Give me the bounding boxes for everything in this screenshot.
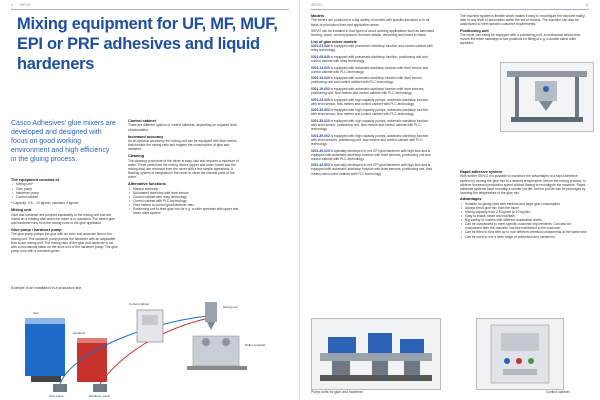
rapid-heading: Rapid adhesive system (460, 170, 502, 174)
model-description: is equipped with high capacity pumps, automatic start/stop function with level sensors, positioning unit, flow meters and control cabinet with PLC-technology. (311, 133, 429, 146)
model-list-heading: List of glue mixer models (311, 39, 357, 44)
model-code: 0201-15-020 (311, 76, 330, 81)
left-column (11, 178, 119, 256)
list-item: • Control cabinet with relay technology (133, 195, 240, 199)
pump-units-photo (311, 318, 441, 390)
positioning-heading: Positioning unit (460, 28, 489, 33)
roller-spreader (193, 336, 239, 366)
model-code: 0201-19-002 (311, 86, 330, 91)
header-rule (11, 9, 289, 10)
model-code: 0201-13-020 (311, 65, 330, 70)
mixing-cone (207, 322, 215, 330)
model-description: is equipped with high capacity pumps, automatic start/stop function with level sensor, positioning unit, flow meters and control cabinet with PLC-technology. (311, 119, 429, 132)
flexibility-text: The machine system is flexible which makes it easy to reconfigure the machine easily later to any level of automation within the set of models. The machine can also be customized to meet specific customer requirements. (460, 14, 585, 27)
accuracy-heading: Increased accuracy (128, 134, 164, 139)
spreader-base (187, 366, 247, 370)
page-number: 5 (586, 3, 588, 7)
list-item: • Control cabinet (16, 195, 119, 199)
accuracy-text: As an optional accessory the mixing unit can be equipped with flow meters that monitor the mixing ratio and register the consumption of glue and hardener. (128, 139, 237, 152)
hardener-pump (93, 384, 107, 392)
list-item: • Manual start/stop (133, 187, 240, 191)
glue-tank (25, 322, 65, 376)
list-item: • Glue pump (16, 187, 119, 191)
list-item (311, 55, 435, 63)
models-column (311, 14, 435, 178)
list-item (311, 44, 435, 52)
installation-diagram (11, 294, 289, 398)
right-column-bottom (460, 170, 588, 241)
list-item: • Automated start/stop with level sensor (133, 191, 240, 195)
list-item (311, 149, 435, 161)
label-glue: Glue (33, 311, 39, 315)
components-list (11, 182, 119, 198)
list-item: • Hardener pump (16, 191, 119, 195)
models-heading: Models (311, 14, 325, 18)
middle-column (128, 119, 240, 218)
list-item (311, 87, 435, 95)
control-cabinet-text: There are different options of control cabinets, depending on required level of automation. (128, 123, 237, 132)
model-list (311, 44, 435, 175)
glue-pallet (31, 376, 61, 382)
model-code: 0201-39-002 (311, 133, 330, 138)
label-roller-spreader: Roller spreader (245, 343, 266, 347)
components-heading: The equipment consists of (11, 178, 60, 182)
pumps-text: The glue pump pumps the glue with an even and accurate flow to the mixing unit. The hardener pump pumps the hardener with an adjustable flow to the mixing unit. The mixing ratio of the glue and hardener is set with a mechanical stator on the drive unit of the hardener pump. The glue pump runs with a constant speed. (11, 232, 118, 253)
advantages-list (460, 202, 588, 239)
control-cabinet-heading: Control cabinet (128, 119, 156, 123)
components-section (11, 178, 119, 205)
alternative-functions-section (128, 182, 240, 215)
control-cabinet-photo (476, 318, 564, 390)
model-description: is equipped with automatic start/stop function with level sensors, positioning unit, flow meters and control cabinet with PLC-technology. (311, 86, 425, 96)
mixing-unit-heading: Mixing unit (11, 208, 32, 213)
glue-tank-lid (25, 318, 65, 324)
model-code: 0201-40-020 (311, 148, 330, 153)
model-code: 0201-03-040 (311, 44, 330, 49)
alternative-functions-heading: Alternative functions (128, 182, 166, 187)
list-item: • Control cabinet with PLC-technology (133, 199, 240, 203)
list-item: • Can be used to mix a wide range of adhesives and hardeners (465, 235, 588, 239)
cleaning-text: The cleaning procedure of the mixer is easy, fast and requires a minimum of water. Three parts from the mixing device (upper and lower funnel and the mixing disc) are removed from the mixer with a few simple operations. A flushing system is integrated in the mixer to clean the internal parts of the mixer. (128, 158, 239, 180)
list-item (311, 98, 435, 106)
mixing-unit-text: Glue and hardener are pumped separately to the mixing unit and are mixed on a rotating disk when the mixer is in operation. The mixed glue and hardener runs from the mixing cone to the glue applicator. (11, 212, 115, 225)
left-page (0, 0, 299, 400)
label-hardener: Hardener (73, 331, 86, 335)
running-head: SIEVO (311, 3, 322, 7)
list-item: • Positioning unit to feed glue into for e.g. a roller spreader with upper and lower roller system (133, 207, 240, 215)
model-code: 0201-09-040 (311, 54, 330, 59)
mixing-unit-section (11, 208, 119, 225)
roller-top (222, 338, 230, 346)
hardener-tank (77, 342, 107, 382)
cabinet-panel (142, 315, 158, 325)
model-description: is equipped with high capacity pumps, automatic start/stop function with level sensor, flow meters and control cabinet with PLC-technology. (311, 108, 429, 117)
advantages-heading: Advantages (460, 197, 482, 202)
right-column-top (460, 14, 588, 48)
diagram-caption: Example of an installation in a production line (11, 286, 82, 290)
model-code: 0201-33-002 (311, 108, 330, 113)
pumps-heading: Glue pump / hardener pump (11, 228, 62, 233)
list-item: • Big variety of models with different automation levels (465, 218, 588, 222)
list-item (311, 134, 435, 146)
pumps-section (11, 228, 119, 253)
model-code: 0201-23-020 (311, 97, 330, 102)
list-item: • Easy to install, clean and maintain (465, 214, 588, 218)
page-title: Mixing equipment for UF, MF, MUF, EPI or PRF adhesives and liquid hardeners (17, 15, 278, 73)
header-rule (311, 9, 589, 10)
label-control-cabinet: Control cabinet (129, 302, 150, 306)
model-description: is equipped with pneumatic start/stop function, positioning unit and control cabinet with relay technology. (311, 54, 428, 63)
list-item (311, 163, 435, 175)
model-code: 0201-42-002 (311, 163, 330, 168)
list-item: • Always fresh glue mix from the mixer (465, 206, 588, 210)
model-description: is equipped with automatic start/stop function with level sensor and control cabinet with PLC-technology. (311, 65, 429, 74)
mixer-positioning-photo (500, 62, 594, 132)
model-description: is equipped with high capacity pumps, automatic start/stop function with level sensor, flow meters and control cabinet with PLC-technology. (311, 97, 429, 106)
list-item (311, 66, 435, 74)
models-text: The mixers are produced in a big variety of models with specific functions to fit all kinds of production lines and application areas. (311, 18, 430, 27)
glue-pump (53, 384, 67, 392)
hardener-tank-lid (77, 338, 107, 343)
roller-top (202, 338, 210, 346)
capacity-note: * Capacity: 2,5 – 10 kg/min, standard 4 kg/min (11, 201, 79, 206)
model-description: is specially developed to mix EPI glue/hardener with high flow and is equipped with automatic start/stop function with level sensors, positioning unit, flow meters and control cabinet with PLC-technology. (311, 163, 432, 176)
mixing-unit (205, 302, 217, 322)
list-item: • Can be fitted to flow with up to four different chemical components at the same time (465, 230, 588, 234)
accuracy-section (128, 135, 240, 152)
cleaning-heading: Cleaning (128, 154, 145, 159)
list-item: • Mixing unit* (16, 182, 119, 186)
pump-units-caption: Pump units for glue and hardener (311, 390, 363, 394)
control-cabinet-section (128, 119, 240, 132)
model-code: 0201-35-020 (311, 119, 330, 123)
label-glue-pump: Glue pump (49, 394, 64, 398)
list-item (311, 76, 435, 84)
control-cabinet-caption: Control cabinet (546, 390, 570, 394)
rapid-text: With further SIEVO it is possible to maximize the advantages of a rapid adhesive system by cooling the glue mix to a desired temperature, before the mixing process, to achieve increased production speed without having to reconfigure the machine. Rapid adhesive systems have normally a shorter pot life, but the pot life can be prolonged by lowering the temperature of the glue mix. (460, 174, 586, 195)
page-number: 4 (11, 3, 13, 7)
running-head: SIEVO (20, 3, 31, 7)
right-page (300, 0, 600, 400)
alternative-functions-list (128, 187, 240, 216)
control-cabinet (137, 310, 163, 342)
list-item: • Flow meters to control glue/hardener ratio (133, 203, 240, 207)
list-item (311, 108, 435, 116)
list-item: • Mixing capacity from 2,5 kg/min to 10 kg/min (465, 210, 588, 214)
intro-text: Casco Adhesives' glue mixers are developed and designed with focus on good working environment and high efficiency in the gluing process. (11, 120, 116, 163)
list-item: • Suitable for gluing lines with medium and large glue consumption (465, 202, 588, 206)
model-description: is equipped with automatic start/stop function with level sensor, positioning unit and control cabinet with PLC-technology. (311, 76, 423, 85)
cleaning-section (128, 154, 240, 179)
label-hardener-pump: Hardener pump (89, 394, 110, 398)
positioning-text: The mixer can easily be equipped with a positioning unit, a mechanical device that moves the mixer sideways to two positions for filling of e.g. a double sided roller spreader. (460, 33, 580, 46)
model-description: is equipped with pneumatic start/stop function and control cabinet with relay technology. (311, 44, 433, 53)
list-item: • Can be customized to meet specific customer requirements. Can also be customized after the machine has been delivered to the customer (465, 222, 588, 230)
model-description: is specially developed to mix EPI glue/hardener with high flow and is equipped with automatic start/stop function with level sensors, positioning unit and control cabinet with PLC-technology. (311, 148, 431, 161)
models-text: SIEVO can be installed in that types of wood working applications such as laminated flooring, doors, curved plywood, furniture details, veneering and board to frame. (311, 29, 435, 38)
list-item (311, 119, 435, 131)
label-mixing-unit: Mixing unit (223, 305, 238, 309)
